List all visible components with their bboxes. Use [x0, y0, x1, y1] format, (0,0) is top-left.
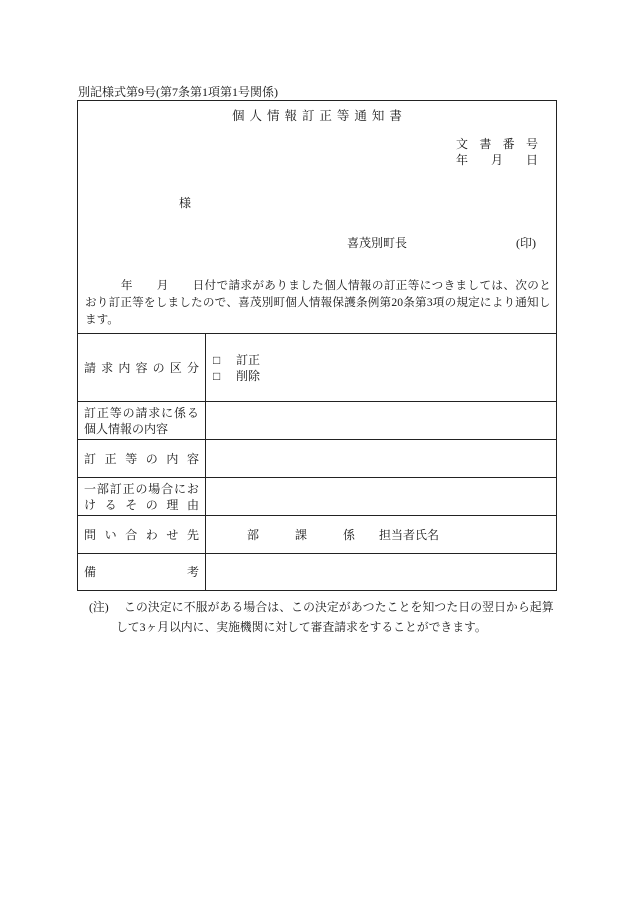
glyph: 決 [147, 600, 160, 614]
issuer-name: 喜茂別町長 [347, 236, 408, 250]
glyph: 請 [228, 279, 241, 292]
glyph: 内 [118, 360, 131, 375]
glyph: 決 [315, 600, 327, 614]
glyph: し [300, 279, 312, 292]
body-line [85, 294, 551, 311]
glyph: 定 [468, 296, 480, 309]
glyph: お [186, 481, 199, 496]
glyph: 容 [135, 360, 148, 375]
notice-header [78, 101, 556, 333]
glyph: は [267, 600, 280, 614]
glyph: 第 [415, 296, 427, 309]
row-value-cell [206, 516, 556, 553]
glyph: る [186, 405, 199, 420]
glyph: 訂 [109, 481, 122, 496]
glyph: た [446, 600, 459, 614]
row-label-cell [78, 516, 206, 553]
glyph: 0 [397, 296, 404, 309]
body-line: ます。 [85, 313, 119, 326]
glyph: ら [517, 600, 530, 614]
glyph: 報 [359, 279, 372, 292]
document-number-label [456, 136, 538, 152]
glyph: 合 [125, 527, 138, 542]
glyph: 町 [273, 296, 286, 309]
note-line: して3ヶ月以内に、実施機関に対して審査請求をすることができます。 [116, 620, 487, 634]
glyph: あ [219, 600, 232, 614]
row-value-cell [206, 334, 556, 401]
glyph: の [122, 405, 135, 420]
notice-body [85, 277, 551, 328]
glyph: ま [167, 296, 180, 309]
notice-form [77, 100, 557, 591]
glyph: 起 [529, 600, 542, 614]
glyph: 付 [204, 279, 217, 292]
glyph: は [491, 279, 504, 292]
checkbox-icon: □ [213, 368, 221, 383]
glyph: 正 [104, 451, 117, 466]
glyph: 月 [156, 279, 169, 292]
partial-reason-label-line [84, 497, 199, 513]
glyph: の [303, 600, 315, 614]
glyph: つ [431, 279, 444, 292]
glyph: 等 [336, 109, 350, 123]
glyph: 通 [515, 296, 527, 309]
glyph: 2 [391, 296, 398, 309]
glyph: 訂 [84, 405, 97, 420]
glyph: 求 [101, 360, 114, 375]
glyph: 分 [186, 360, 199, 375]
glyph: の [135, 481, 148, 496]
glyph: 容 [186, 451, 199, 466]
glyph: よ [491, 296, 504, 309]
glyph: た [312, 279, 324, 292]
row-label-cell [78, 478, 206, 515]
glyph: 個 [232, 109, 245, 123]
glyph: 等 [125, 451, 138, 466]
table-row-partial-reason [78, 477, 556, 515]
glyph: 内 [166, 451, 179, 466]
glyph: 訂 [84, 451, 97, 466]
glyph: 考 [186, 565, 199, 579]
table-row-remarks [78, 553, 556, 590]
glyph: 正 [96, 405, 109, 420]
glyph: あ [350, 600, 363, 614]
glyph: が [338, 600, 351, 614]
partial-reason-label-line [84, 481, 199, 497]
glyph: 部 [96, 481, 109, 496]
glyph: 合 [161, 481, 174, 496]
glyph: 条 [355, 296, 368, 309]
glyph: り [503, 296, 516, 309]
glyph: 保 [332, 296, 345, 309]
glyph: 理 [166, 497, 179, 512]
glyph: 訂 [383, 279, 396, 292]
glyph: 正 [395, 279, 408, 292]
glyph: 一 [84, 481, 97, 496]
option-label: 訂正 [236, 352, 261, 367]
glyph: 、 [279, 600, 291, 614]
glyph: 規 [456, 296, 468, 309]
glyph: が [252, 279, 264, 292]
glyph: 等 [132, 296, 144, 309]
document-title [232, 108, 402, 124]
glyph: 正 [120, 296, 132, 309]
glyph: こ [386, 600, 399, 614]
glyph: お [85, 296, 97, 309]
glyph: 年 [120, 279, 133, 292]
glyph: の [135, 600, 148, 614]
glyph: 情 [308, 296, 321, 309]
glyph: の [444, 296, 457, 309]
requested-info-label-line [84, 405, 199, 421]
glyph: 場 [243, 600, 256, 614]
table-row-requested-info [78, 401, 556, 439]
glyph: と [539, 279, 551, 292]
glyph: た [374, 600, 387, 614]
row-value-cell [206, 554, 556, 590]
glyph: 日 [525, 153, 538, 167]
request-type-label [84, 360, 199, 376]
glyph: 報 [320, 296, 333, 309]
glyph [109, 277, 121, 294]
glyph: 書 [479, 137, 492, 151]
glyph: 定 [326, 600, 339, 614]
glyph [85, 277, 97, 294]
glyph: の [152, 360, 165, 375]
glyph: 護 [344, 296, 356, 309]
glyph: 定 [159, 600, 172, 614]
glyph: 人 [297, 296, 309, 309]
glyph: ま [455, 279, 468, 292]
glyph: 翌 [482, 600, 494, 614]
glyph: 知 [371, 109, 385, 123]
table-row-contact [78, 515, 556, 553]
note-marker: (注) [89, 600, 109, 614]
glyph: 求 [148, 405, 161, 420]
glyph: 服 [195, 600, 208, 614]
glyph: た [191, 296, 203, 309]
glyph: こ [291, 600, 303, 614]
glyph [181, 277, 193, 294]
glyph: の [371, 279, 384, 292]
glyph: ま [288, 279, 300, 292]
glyph: か [506, 600, 518, 614]
glyph: 訂 [108, 296, 121, 309]
glyph: 第 [379, 296, 392, 309]
contact-label [84, 527, 199, 543]
glyph: せ [166, 527, 179, 542]
glyph: 個 [285, 296, 297, 309]
glyph: る [231, 600, 244, 614]
glyph: 日 [192, 279, 205, 292]
glyph: 次 [515, 279, 527, 292]
glyph: 別 [261, 296, 274, 309]
glyph: に [161, 405, 174, 420]
glyph: 、 [226, 296, 238, 309]
contact-fields: 部 課 係 担当者氏名 [247, 527, 440, 542]
date-label [456, 152, 538, 168]
glyph: つ [434, 600, 447, 614]
glyph: 日 [458, 600, 471, 614]
glyph: き [443, 279, 456, 292]
checkbox-icon: □ [213, 352, 221, 367]
table-row-correction-details [78, 439, 556, 477]
glyph: 情 [266, 109, 280, 123]
glyph: 知 [527, 296, 539, 309]
details-table [78, 333, 556, 590]
glyph: 人 [249, 109, 262, 123]
glyph: 先 [186, 527, 199, 542]
glyph [133, 277, 145, 294]
glyph: 人 [336, 279, 348, 292]
glyph: 報 [284, 109, 297, 123]
glyph: 算 [541, 600, 554, 614]
glyph: 知 [422, 600, 435, 614]
glyph: と [398, 600, 411, 614]
glyph: に [479, 296, 492, 309]
glyph [169, 277, 181, 294]
glyph [145, 277, 157, 294]
glyph: り [96, 296, 109, 309]
glyph: 問 [84, 527, 97, 542]
row-label-cell [78, 334, 206, 401]
glyph: 喜 [238, 296, 250, 309]
glyph: で [216, 279, 229, 292]
glyph: を [143, 296, 156, 309]
glyph: が [207, 600, 220, 614]
glyph: 3 [426, 296, 433, 309]
glyph: り [276, 279, 288, 292]
glyph: の [470, 600, 482, 614]
glyph: の [527, 279, 539, 292]
glyph: 合 [255, 600, 268, 614]
row-value-cell [206, 402, 556, 439]
glyph: 場 [148, 481, 161, 496]
remarks-label [84, 564, 199, 580]
glyph: 文 [456, 137, 469, 151]
glyph: に [419, 279, 432, 292]
glyph: 等 [407, 279, 420, 292]
glyph: 日 [494, 600, 506, 614]
body-line [85, 277, 551, 294]
option-correction [213, 352, 556, 368]
glyph: つ [362, 600, 375, 614]
glyph: 求 [240, 279, 252, 292]
glyph: 月 [490, 153, 503, 167]
glyph: し [179, 296, 191, 309]
glyph: 区 [169, 360, 182, 375]
glyph: る [104, 497, 117, 512]
glyph: 等 [109, 405, 122, 420]
glyph: し [467, 279, 480, 292]
seal-mark: (印) [516, 236, 536, 250]
glyph: 個 [324, 279, 336, 292]
glyph: そ [125, 497, 138, 512]
glyph: 情 [347, 279, 360, 292]
glyph: 例 [367, 296, 380, 309]
glyph: し [155, 296, 168, 309]
row-label-cell [78, 554, 206, 590]
glyph: 正 [122, 481, 135, 496]
glyph: 由 [186, 497, 199, 512]
glyph: の [145, 497, 158, 512]
glyph: 請 [84, 360, 97, 375]
glyph: 番 [502, 137, 515, 151]
glyph: で [214, 296, 227, 309]
glyph [97, 277, 109, 294]
row-value-cell [206, 478, 556, 515]
glyph: に [174, 481, 187, 496]
glyph: 通 [354, 109, 367, 123]
glyph: こ [124, 600, 136, 614]
glyph: の [145, 451, 158, 466]
glyph: を [410, 600, 423, 614]
addressee-suffix: 様 [179, 196, 192, 210]
form-code: 別記様式第9号(第7条第1項第1号関係) [78, 85, 278, 99]
glyph: 請 [135, 405, 148, 420]
glyph: 係 [174, 405, 187, 420]
glyph: 条 [403, 296, 415, 309]
glyph: 備 [84, 565, 97, 579]
glyph: 書 [389, 109, 402, 123]
correction-details-label [84, 451, 199, 467]
glyph: い [104, 527, 117, 542]
glyph: 訂 [301, 109, 315, 123]
option-deletion [213, 368, 556, 384]
glyph: わ [145, 527, 158, 542]
glyph: に [171, 600, 184, 614]
glyph: 茂 [249, 296, 262, 309]
glyph: 、 [503, 279, 515, 292]
row-label-cell [78, 402, 206, 439]
glyph: 号 [525, 137, 538, 151]
note-line [124, 597, 554, 617]
glyph: て [479, 279, 492, 292]
glyph: 年 [456, 153, 469, 167]
glyph: 正 [319, 109, 332, 123]
requested-info-label-line: 個人情報の内容 [84, 421, 169, 436]
glyph: の [202, 296, 215, 309]
option-label: 削除 [236, 368, 261, 383]
glyph: け [84, 497, 97, 512]
glyph: し [538, 296, 551, 309]
glyph: 項 [432, 296, 445, 309]
table-row-request-type [78, 333, 556, 401]
glyph: 不 [183, 600, 196, 614]
row-value-cell [206, 440, 556, 477]
row-label-cell [78, 440, 206, 477]
glyph: あ [264, 279, 276, 292]
